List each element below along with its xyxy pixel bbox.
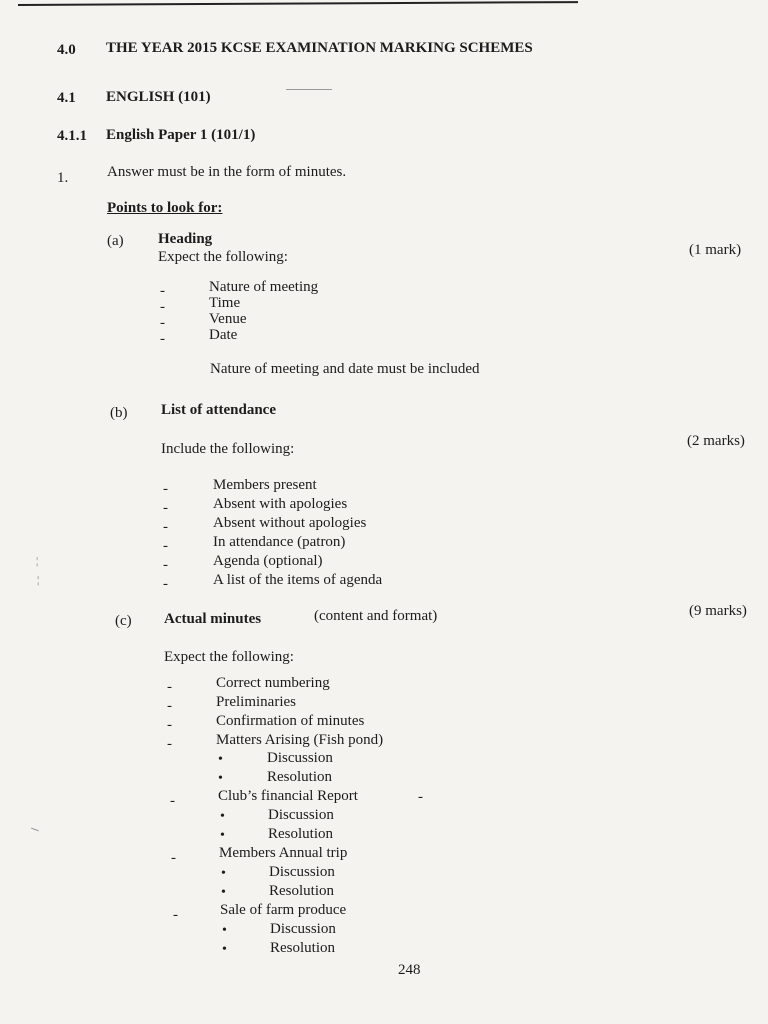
part-b-item: Absent with apologies bbox=[213, 496, 348, 512]
sub-item-discussion: Discussion bbox=[270, 921, 336, 937]
dash-marker: - bbox=[173, 907, 178, 923]
sub-item-resolution: Resolution bbox=[269, 883, 335, 899]
sub-item-resolution: Resolution bbox=[268, 826, 334, 842]
part-b-item: Members present bbox=[213, 477, 317, 493]
scan-speck: ¦ bbox=[36, 555, 39, 567]
bullet-marker: • bbox=[221, 866, 226, 881]
part-a-label: (a) bbox=[107, 233, 124, 249]
dash-marker: - bbox=[167, 698, 172, 714]
part-a-item: Venue bbox=[209, 311, 247, 327]
subject-title: ENGLISH (101) bbox=[106, 89, 211, 105]
part-b-marks: (2 marks) bbox=[687, 433, 745, 449]
bullet-marker: • bbox=[218, 752, 223, 767]
part-c-subtitle: (content and format) bbox=[314, 608, 438, 624]
page-number: 248 bbox=[398, 962, 421, 978]
dash-marker: - bbox=[160, 331, 165, 347]
top-rule bbox=[18, 1, 578, 6]
bullet-marker: • bbox=[220, 809, 225, 824]
points-heading: Points to look for: bbox=[107, 200, 223, 216]
dash-marker: - bbox=[163, 557, 168, 573]
question-number: 1. bbox=[57, 170, 69, 186]
part-c-item: Members Annual trip bbox=[219, 845, 348, 861]
part-b-include: Include the following: bbox=[161, 441, 295, 457]
dash-marker: - bbox=[163, 576, 168, 592]
bullet-marker: • bbox=[220, 828, 225, 843]
dash-marker: - bbox=[163, 481, 168, 497]
part-b-item: Absent without apologies bbox=[213, 515, 367, 531]
section-number-paper: 4.1.1 bbox=[57, 128, 87, 144]
dash-marker: - bbox=[160, 315, 165, 331]
bullet-marker: • bbox=[221, 885, 226, 900]
faint-mark bbox=[286, 89, 332, 90]
section-title: THE YEAR 2015 KCSE EXAMINATION MARKING SCHEMES bbox=[106, 40, 533, 56]
part-b-item: Agenda (optional) bbox=[213, 553, 323, 569]
sub-item-discussion: Discussion bbox=[269, 864, 335, 880]
bullet-marker: • bbox=[222, 942, 227, 957]
part-b-item: A list of the items of agenda bbox=[213, 572, 383, 588]
part-c-label: (c) bbox=[115, 613, 132, 629]
part-c-item: Correct numbering bbox=[216, 675, 330, 691]
paper-title: English Paper 1 (101/1) bbox=[106, 127, 256, 143]
part-a-item: Time bbox=[209, 295, 241, 311]
dash-marker: - bbox=[163, 538, 168, 554]
dash-marker: - bbox=[167, 679, 172, 695]
part-c-title: Actual minutes bbox=[164, 611, 262, 627]
scan-speck: ¦ bbox=[37, 574, 40, 586]
part-a-item: Date bbox=[209, 327, 238, 343]
part-a-title: Heading bbox=[158, 231, 213, 247]
dash-marker: - bbox=[418, 789, 423, 805]
part-a-item: Nature of meeting bbox=[209, 279, 319, 295]
part-a-marks: (1 mark) bbox=[689, 242, 742, 258]
dash-marker: - bbox=[160, 283, 165, 299]
part-a-expect: Expect the following: bbox=[158, 249, 288, 265]
dash-marker: - bbox=[163, 500, 168, 516]
bullet-marker: • bbox=[218, 771, 223, 786]
sub-item-discussion: Discussion bbox=[268, 807, 334, 823]
part-c-item: Club’s financial Report bbox=[218, 788, 358, 804]
scan-speck bbox=[31, 828, 39, 832]
sub-item-discussion: Discussion bbox=[267, 750, 333, 766]
part-c-marks: (9 marks) bbox=[689, 603, 747, 619]
dash-marker: - bbox=[163, 519, 168, 535]
part-b-label: (b) bbox=[110, 405, 128, 421]
part-c-item: Sale of farm produce bbox=[220, 902, 347, 918]
dash-marker: - bbox=[160, 299, 165, 315]
sub-item-resolution: Resolution bbox=[270, 940, 336, 956]
part-b-title: List of attendance bbox=[161, 402, 276, 418]
part-c-item: Preliminaries bbox=[216, 694, 296, 710]
part-c-expect: Expect the following: bbox=[164, 649, 294, 665]
dash-marker: - bbox=[171, 850, 176, 866]
dash-marker: - bbox=[170, 793, 175, 809]
dash-marker: - bbox=[167, 736, 172, 752]
part-a-note: Nature of meeting and date must be included bbox=[210, 361, 480, 377]
part-b-item: In attendance (patron) bbox=[213, 534, 346, 550]
part-c-item: Confirmation of minutes bbox=[216, 713, 365, 729]
dash-marker: - bbox=[167, 717, 172, 733]
part-c-item: Matters Arising (Fish pond) bbox=[216, 732, 384, 748]
sub-item-resolution: Resolution bbox=[267, 769, 333, 785]
section-number-sub: 4.1 bbox=[57, 90, 76, 106]
section-number-main: 4.0 bbox=[57, 42, 76, 58]
bullet-marker: • bbox=[222, 923, 227, 938]
question-instruction: Answer must be in the form of minutes. bbox=[107, 164, 347, 180]
